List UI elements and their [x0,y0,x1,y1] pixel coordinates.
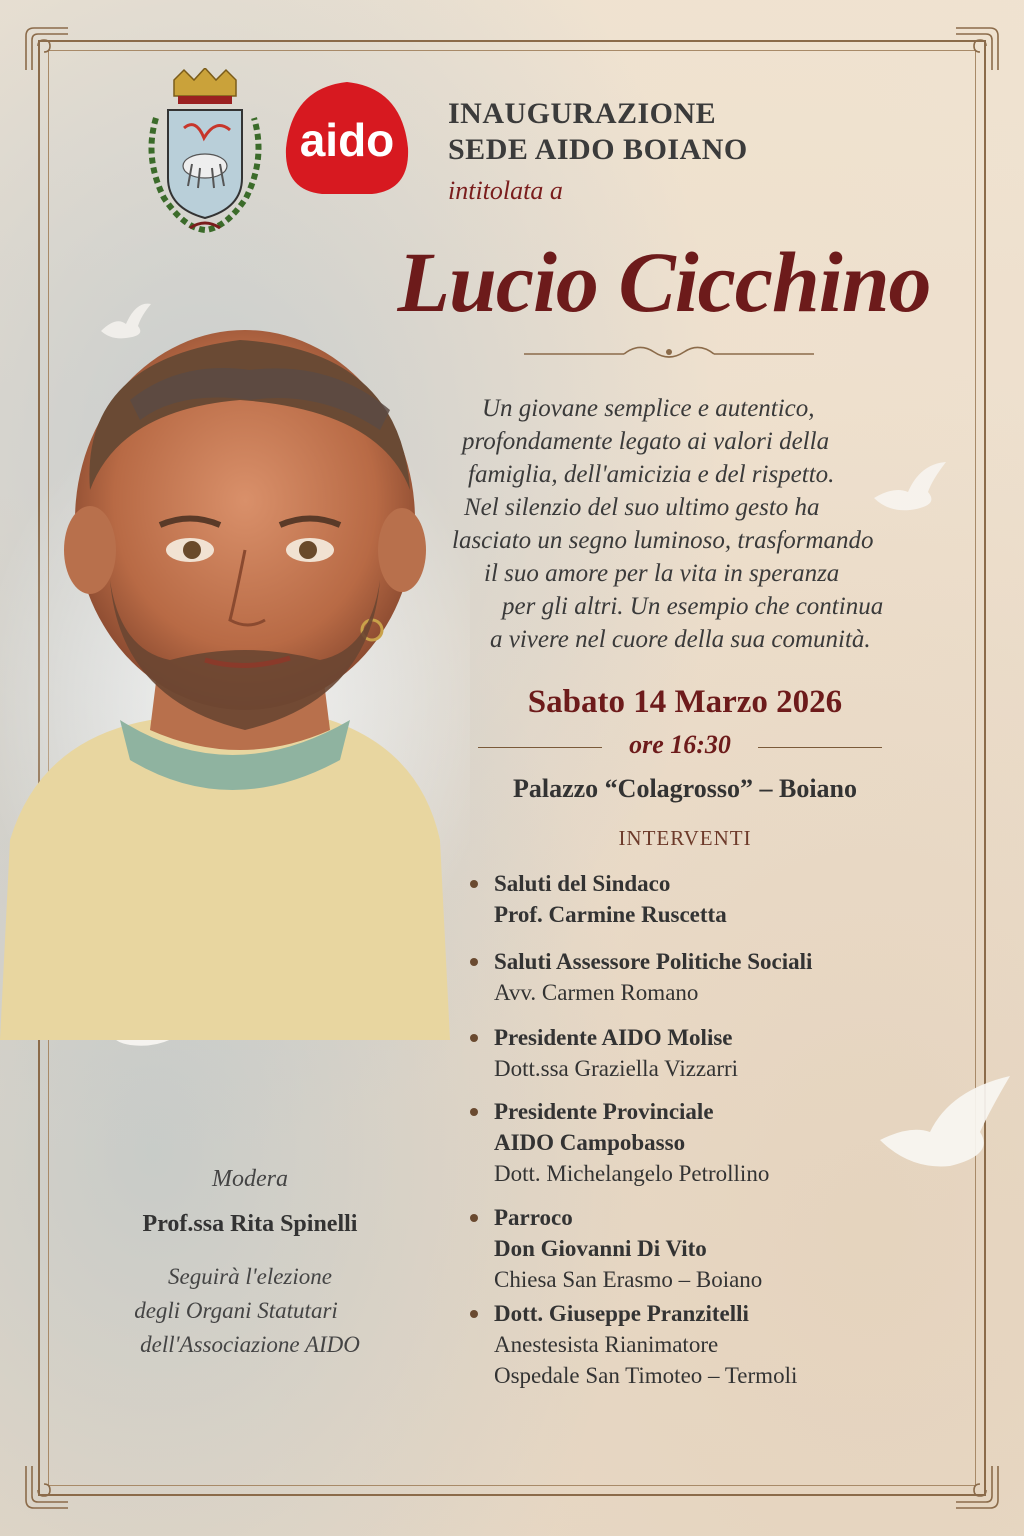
speaker-item [470,1202,762,1295]
moderator-label: Modera [212,1166,288,1192]
moderator-block [60,1166,440,1362]
town-crest-icon [144,68,266,238]
header-line-2: SEDE AIDO BOIANO [448,133,748,166]
flourish-divider-icon [524,340,814,366]
aido-logo-text: aido [299,114,395,166]
tribute-line: per gli altri. Un esempio che continua [502,593,884,620]
header-title [448,96,748,168]
speaker-role: Presidente Provinciale [494,1099,714,1124]
speaker-name: Avv. Carmen Romano [494,980,699,1005]
dedication-label: intitolata a [448,176,563,205]
note-line: degli Organi Statutari [134,1298,338,1323]
speaker-item [470,946,812,1008]
event-time: ore 16:30 [629,730,731,759]
speaker-role: Presidente AIDO Molise [494,1025,733,1050]
speaker-role: AIDO Campobasso [494,1130,686,1155]
tribute-line: Un giovane semplice e autentico, [482,395,815,422]
event-time-row [478,730,882,764]
corner-ornament-icon [24,1464,70,1510]
tribute-line: lasciato un segno luminoso, trasformando [452,527,874,554]
dove-icon [870,1070,1020,1190]
speaker-role: Saluti del Sindaco [494,871,671,896]
speaker-item [470,868,727,930]
bullet-icon [470,1214,478,1222]
corner-ornament-icon [24,26,70,72]
speaker-role: Anestesista Rianimatore [494,1332,719,1357]
speakers-heading: INTERVENTI [618,826,752,850]
divider-line [758,747,882,748]
honoree-name: Lucio Cicchino [397,234,931,330]
event-date: Sabato 14 Marzo 2026 [527,684,843,720]
note-line: Seguirà l'elezione [168,1264,332,1289]
corner-ornament-icon [954,1464,1000,1510]
speaker-name: Prof. Carmine Ruscetta [494,902,727,927]
speaker-item [470,1022,738,1084]
speaker-name: Dott. Giuseppe Pranzitelli [494,1301,749,1326]
portrait-painting [0,320,470,1040]
speaker-name: Dott.ssa Graziella Vizzarri [494,1056,739,1081]
speaker-role: Saluti Assessore Politiche Sociali [494,949,813,974]
moderator-note [60,1260,440,1362]
speaker-role: Parroco [494,1205,573,1230]
event-venue: Palazzo “Colagrosso” – Boiano [512,774,858,803]
speaker-item [470,1096,769,1189]
tribute-line: profondamente legato ai valori della [462,428,830,455]
note-line: dell'Associazione AIDO [140,1332,360,1357]
bullet-icon [470,1310,478,1318]
bullet-icon [470,958,478,966]
bullet-icon [470,1034,478,1042]
tribute-text [440,392,940,656]
tribute-line: famiglia, dell'amicizia e del rispetto. [468,461,835,488]
tribute-line: il suo amore per la vita in speranza [484,560,840,587]
aido-logo-icon [282,78,412,198]
bullet-icon [470,880,478,888]
speaker-affiliation: Chiesa San Erasmo – Boiano [494,1267,763,1292]
speaker-affiliation: Ospedale San Timoteo – Termoli [494,1363,798,1388]
bullet-icon [470,1108,478,1116]
tribute-line: Nel silenzio del suo ultimo gesto ha [464,494,820,521]
header-line-1: INAUGURAZIONE [448,97,717,130]
speaker-name: Don Giovanni Di Vito [494,1236,707,1261]
speaker-name: Dott. Michelangelo Petrollino [494,1161,770,1186]
moderator-name: Prof.ssa Rita Spinelli [142,1211,358,1237]
corner-ornament-icon [954,26,1000,72]
tribute-line: a vivere nel cuore della sua comunità. [490,626,871,653]
speaker-item [470,1298,797,1391]
